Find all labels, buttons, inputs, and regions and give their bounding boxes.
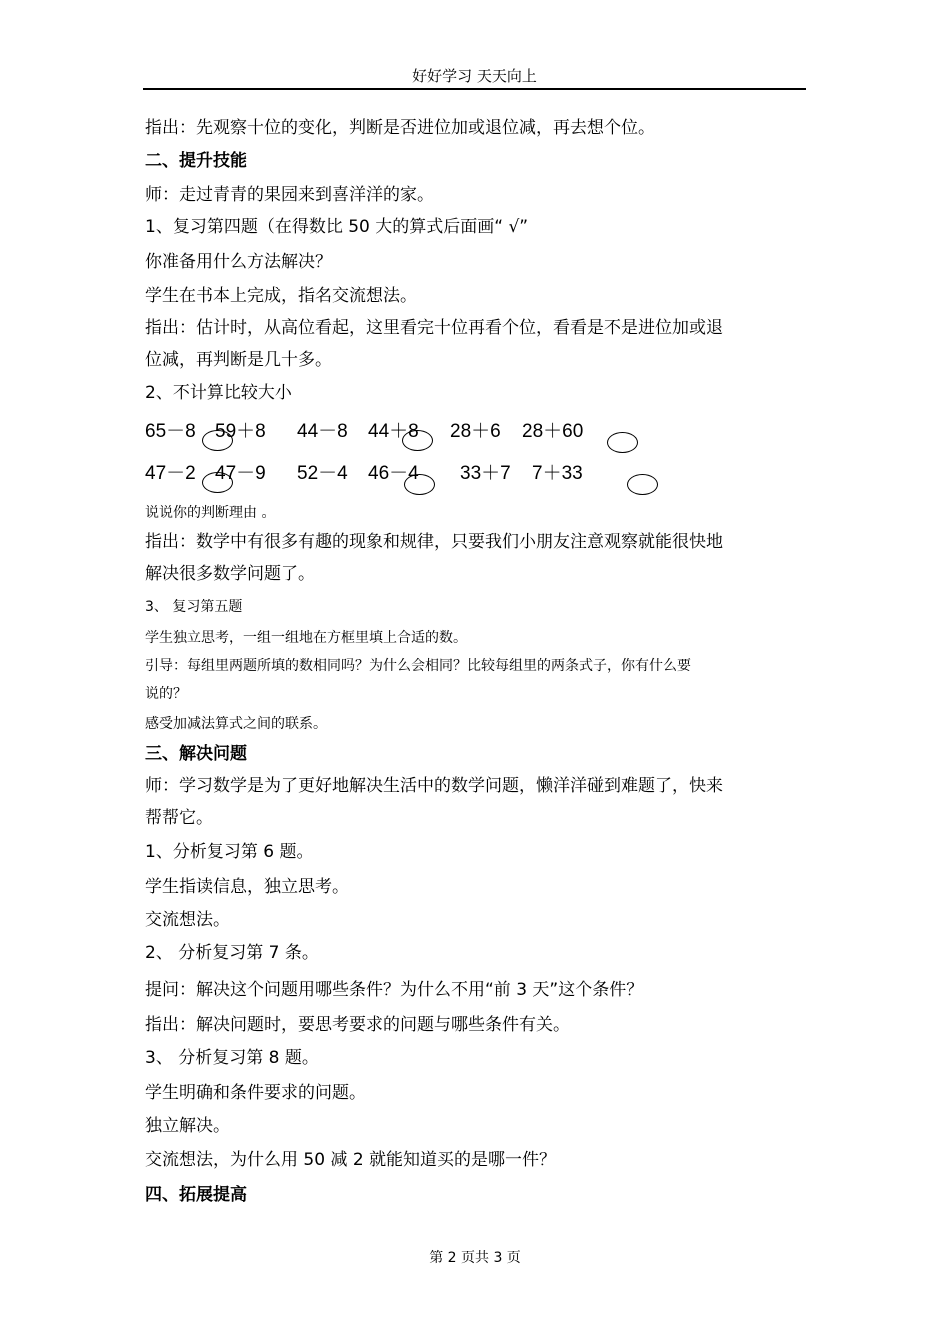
paragraph: 师：走过青青的果园来到喜洋洋的家。 (145, 185, 434, 205)
paragraph: 交流想法。 (145, 910, 230, 930)
paragraph: 你准备用什么方法解决？ (145, 252, 332, 272)
paragraph: 学生明确和条件要求的问题。 (145, 1083, 366, 1103)
paragraph: 学生指读信息，独立思考。 (145, 877, 349, 897)
comparison-oval[interactable] (202, 430, 233, 451)
compare-expression: 44＋8 (368, 421, 419, 442)
compare-expression: 47－9 (215, 463, 266, 484)
compare-expression: 44－8 (297, 421, 348, 442)
paragraph: 引导：每组里两题所填的数相同吗？为什么会相同？比较每组里的两条式子，你有什么要 (145, 658, 691, 674)
paragraph: 指出：数学中有很多有趣的现象和规律，只要我们小朋友注意观察就能很快地 (145, 532, 723, 552)
header-divider (143, 88, 806, 90)
compare-expression: 59＋8 (215, 421, 266, 442)
compare-expression: 46－4 (368, 463, 419, 484)
compare-expression: 52－4 (297, 463, 348, 484)
compare-expression: 7＋33 (532, 463, 583, 484)
compare-expression: 65－8 (145, 421, 196, 442)
compare-expression: 28＋60 (522, 421, 584, 442)
paragraph: 感受加减法算式之间的联系。 (145, 716, 327, 732)
comparison-oval[interactable] (607, 432, 638, 453)
compare-expression: 33＋7 (460, 463, 511, 484)
paragraph: 指出：先观察十位的变化，判断是否进位加或退位减，再去想个位。 (145, 118, 655, 138)
comparison-oval[interactable] (402, 430, 433, 451)
page-header: 好好学习 天天向上 (412, 67, 537, 85)
paragraph: 师：学习数学是为了更好地解决生活中的数学问题，懒洋洋碰到难题了，快来 (145, 776, 723, 796)
paragraph: 指出：解决问题时，要思考要求的问题与哪些条件有关。 (145, 1015, 570, 1035)
comparison-oval[interactable] (202, 472, 233, 493)
comparison-oval[interactable] (627, 474, 658, 495)
paragraph: 帮帮它。 (145, 808, 213, 828)
paragraph: 交流想法，为什么用 50 减 2 就能知道买的是哪一件？ (145, 1150, 557, 1170)
page-footer: 第 2 页共 3 页 (429, 1250, 521, 1266)
section-heading: 三、解决问题 (145, 744, 247, 764)
comparison-oval[interactable] (404, 474, 435, 495)
section-heading: 二、提升技能 (145, 151, 247, 171)
paragraph: 解决很多数学问题了。 (145, 564, 315, 584)
paragraph: 独立解决。 (145, 1116, 230, 1136)
compare-expression: 47－2 (145, 463, 196, 484)
paragraph: 3、 复习第五题 (145, 599, 243, 615)
paragraph: 2、 分析复习第 7 条。 (145, 943, 319, 963)
paragraph: 学生在书本上完成，指名交流想法。 (145, 286, 417, 306)
paragraph: 1、复习第四题（在得数比 50 大的算式后面画“ √” (145, 217, 529, 237)
paragraph: 说的？ (145, 686, 187, 702)
paragraph: 提问：解决这个问题用哪些条件？为什么不用“前 3 天”这个条件？ (145, 980, 644, 1000)
paragraph: 位减，再判断是几十多。 (145, 350, 332, 370)
section-heading: 四、拓展提高 (145, 1185, 247, 1205)
paragraph: 指出：估计时，从高位看起，这里看完十位再看个位，看看是不是进位加或退 (145, 318, 723, 338)
compare-expression: 28＋6 (450, 421, 501, 442)
paragraph: 说说你的判断理由 。 (145, 505, 276, 521)
paragraph: 2、不计算比较大小 (145, 383, 292, 403)
paragraph: 学生独立思考，一组一组地在方框里填上合适的数。 (145, 630, 467, 646)
paragraph: 3、 分析复习第 8 题。 (145, 1048, 319, 1068)
paragraph: 1、分析复习第 6 题。 (145, 842, 314, 862)
